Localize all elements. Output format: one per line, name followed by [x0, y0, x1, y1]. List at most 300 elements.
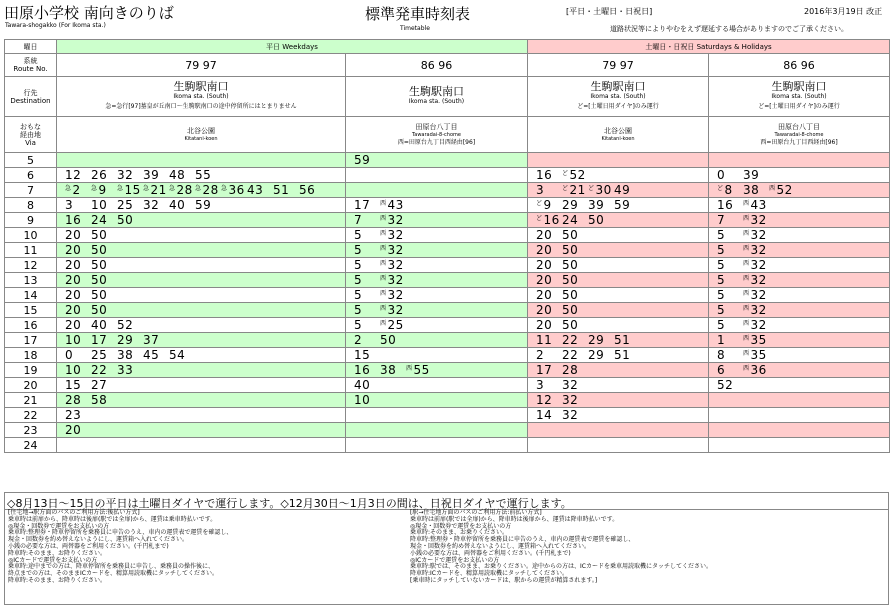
- service-mark: ど: [536, 200, 543, 207]
- fare-info-line: 小銭の必要な方は、両替器をご利用ください。(千円札まで): [8, 542, 169, 550]
- service-mark: 急: [143, 185, 150, 192]
- minute-value: 32: [387, 243, 404, 257]
- minute-value: 5: [354, 273, 363, 287]
- minute-value: 51: [614, 333, 631, 347]
- departure-cell: [57, 183, 346, 198]
- route-number: 86 96: [346, 54, 528, 77]
- minute-value: 6: [717, 363, 726, 377]
- minute-value: 20: [536, 228, 553, 242]
- departure-cell: [709, 393, 890, 408]
- via-row: [5, 117, 890, 153]
- departure-cell: [57, 213, 346, 228]
- minute-value: 29: [588, 333, 605, 347]
- departure-minute: [91, 318, 115, 332]
- route-number: 86 96: [709, 54, 890, 77]
- departure-cell: [709, 183, 890, 198]
- hour-label: 8: [5, 198, 57, 213]
- minute-value: 10: [91, 198, 108, 212]
- minute-value: 5: [717, 318, 726, 332]
- minute-value: 52: [717, 378, 734, 392]
- minute-value: 38: [380, 363, 397, 377]
- departure-minute: [354, 303, 378, 317]
- fare-info-line: 乗車時:途中までの方は、降車停留所を乗務員に申告し、乗務員の操作後に、: [8, 563, 215, 571]
- minute-value: 22: [91, 363, 108, 377]
- departure-cell: [709, 333, 890, 348]
- minute-value: 29: [117, 333, 134, 347]
- minute-value: 20: [65, 423, 82, 437]
- weekday-header: 平日 Weekdays: [57, 40, 528, 54]
- minute-value: 2: [536, 348, 545, 362]
- hour-label: 15: [5, 303, 57, 318]
- fare-info-line: 降車時:ICカードを、精算用読取機にタッチしてください。: [410, 570, 568, 578]
- departure-cell: [528, 318, 709, 333]
- departure-minute: [536, 183, 560, 197]
- fare-info-line: 降車時:整理券・降車停留所を乗務員に申告のうえ、車内の運賃表で運賃を確認し、: [410, 536, 635, 544]
- departure-cell: [528, 153, 709, 168]
- departure-minute: [717, 258, 741, 272]
- departure-minute: [562, 393, 586, 407]
- daytype-label: 曜日: [5, 40, 57, 54]
- departure-minute: [536, 393, 560, 407]
- hour-label: 5: [5, 153, 57, 168]
- service-mark: ど: [588, 185, 595, 192]
- departure-minute: [354, 243, 378, 257]
- fare-info-line: ◎ICカードで運賃をお支払いの方: [8, 556, 98, 564]
- hour-row: [5, 198, 890, 213]
- hour-row: [5, 303, 890, 318]
- fare-info-outbound: [8, 510, 438, 585]
- fare-info-line: ◎現金・回数券で運賃をお支払いの方: [8, 522, 110, 530]
- departure-cell: [57, 408, 346, 423]
- minute-value: 51: [273, 183, 290, 197]
- minute-value: 35: [750, 348, 767, 362]
- departure-minute: [588, 198, 612, 212]
- departure-cell: [57, 438, 346, 453]
- departure-minute: [91, 243, 115, 257]
- minute-value: 56: [299, 183, 316, 197]
- hour-label: 9: [5, 213, 57, 228]
- departure-cell: [528, 348, 709, 363]
- departure-minute: [117, 183, 141, 197]
- via-name-english: Tawaradai-8-chome: [412, 131, 461, 138]
- departure-minute: [354, 378, 378, 392]
- departure-minute: [143, 168, 167, 182]
- departure-cell: [346, 243, 528, 258]
- departure-cell: [57, 303, 346, 318]
- departure-minute: [743, 333, 767, 347]
- departure-minute: [536, 303, 560, 317]
- departure-minute: [380, 258, 404, 272]
- departure-minute: [91, 303, 115, 317]
- departure-minute: [614, 333, 638, 347]
- minute-value: 38: [743, 183, 760, 197]
- departure-minute: [380, 228, 404, 242]
- departure-minute: [562, 168, 586, 182]
- destination-cell: [709, 77, 890, 117]
- fare-info-line: 現金・回数券を約め替えないようにし、運賃箱へ入れてください。: [410, 542, 591, 550]
- service-mark: 西: [743, 260, 750, 267]
- minute-value: 25: [91, 348, 108, 362]
- minute-value: 20: [536, 303, 553, 317]
- departure-cell: [57, 153, 346, 168]
- minute-value: 16: [543, 213, 560, 227]
- minute-value: 52: [117, 318, 134, 332]
- departure-cell: [528, 198, 709, 213]
- minute-value: 43: [247, 183, 264, 197]
- via-name: 北谷公園: [604, 126, 632, 135]
- minute-value: 3: [65, 198, 74, 212]
- minute-value: 32: [562, 378, 579, 392]
- minute-value: 23: [65, 408, 82, 422]
- departure-minute: [354, 393, 378, 407]
- fare-info-line: 乗車時は前扉から、降車時は後扉(駅では全扉)から、運賃は乗車時払いです。: [8, 515, 217, 523]
- departure-minute: [65, 393, 89, 407]
- minute-value: 28: [176, 183, 193, 197]
- hour-label: 19: [5, 363, 57, 378]
- revision-date: 2016年3月19日 改正: [804, 7, 883, 16]
- departure-minute: [91, 333, 115, 347]
- minute-value: 5: [354, 318, 363, 332]
- departure-cell: [709, 363, 890, 378]
- minute-value: 32: [562, 408, 579, 422]
- minute-value: 21: [569, 183, 586, 197]
- departure-minute: [169, 183, 193, 197]
- fare-info-inbound: [410, 510, 840, 585]
- via-label: おもな 経由地 Via: [5, 117, 57, 153]
- service-mark: 西: [743, 350, 750, 357]
- departure-cell: [709, 243, 890, 258]
- destination-name: 生駒駅南口: [409, 84, 464, 98]
- via-name-english: Kitatani-koen: [184, 135, 218, 142]
- departure-cell: [57, 363, 346, 378]
- departure-minute: [65, 198, 89, 212]
- hour-rows: [5, 153, 890, 453]
- via-note: 西=田原台九丁目西経由[96]: [760, 138, 838, 146]
- minute-value: 5: [354, 228, 363, 242]
- minute-value: 5: [717, 243, 726, 257]
- minute-value: 14: [536, 408, 553, 422]
- minute-value: 24: [562, 213, 579, 227]
- service-mark: 西: [380, 230, 387, 237]
- fare-info-line: [駅→住宅地方面のバスのご利用方法:前払い方式]: [410, 509, 542, 516]
- hour-row: [5, 258, 890, 273]
- service-mark: ど: [562, 170, 569, 177]
- departure-minute: [65, 408, 89, 422]
- minute-value: 50: [588, 213, 605, 227]
- service-mark: 西: [743, 215, 750, 222]
- day-types-label: [平日・土曜日・日祝日]: [566, 7, 653, 16]
- minute-value: 16: [536, 168, 553, 182]
- departure-minute: [717, 243, 741, 257]
- departure-minute: [743, 318, 767, 332]
- minute-value: 2: [72, 183, 81, 197]
- destination-name: 生駒駅南口: [590, 79, 646, 93]
- departure-minute: [717, 183, 741, 197]
- departure-cell: [528, 213, 709, 228]
- departure-minute: [91, 348, 115, 362]
- departure-cell: [346, 393, 528, 408]
- departure-minute: [614, 183, 638, 197]
- departure-minute: [91, 363, 115, 377]
- hour-row: [5, 243, 890, 258]
- departure-cell: [57, 243, 346, 258]
- service-mark: 西: [380, 305, 387, 312]
- minute-value: 20: [536, 273, 553, 287]
- minute-value: 40: [169, 198, 186, 212]
- minute-value: 50: [562, 243, 579, 257]
- departure-minute: [380, 363, 404, 377]
- hour-label: 22: [5, 408, 57, 423]
- minute-value: 32: [562, 393, 579, 407]
- minute-value: 5: [354, 243, 363, 257]
- minute-value: 20: [65, 258, 82, 272]
- service-mark: 西: [380, 320, 387, 327]
- timetable-header: [0, 0, 893, 40]
- minute-value: 5: [717, 273, 726, 287]
- service-mark: ど: [717, 185, 724, 192]
- destination-cell: [346, 77, 528, 117]
- service-mark: 急: [169, 185, 176, 192]
- departure-cell: [528, 273, 709, 288]
- departure-cell: [528, 183, 709, 198]
- departure-cell: [57, 288, 346, 303]
- departure-minute: [169, 198, 193, 212]
- departure-minute: [743, 198, 767, 212]
- destination-name-english: Ikoma sta. (South): [771, 92, 827, 100]
- departure-cell: [528, 378, 709, 393]
- minute-value: 7: [354, 213, 363, 227]
- minute-value: 32: [750, 318, 767, 332]
- minute-value: 29: [588, 348, 605, 362]
- departure-minute: [169, 348, 193, 362]
- departure-minute: [743, 213, 767, 227]
- departure-minute: [195, 183, 219, 197]
- minute-value: 5: [717, 258, 726, 272]
- departure-minute: [65, 378, 89, 392]
- departure-minute: [562, 198, 586, 212]
- hour-label: 7: [5, 183, 57, 198]
- minute-value: 27: [91, 378, 108, 392]
- minute-value: 39: [743, 168, 760, 182]
- hour-row: [5, 213, 890, 228]
- hour-label: 16: [5, 318, 57, 333]
- minute-value: 5: [717, 303, 726, 317]
- departure-minute: [743, 303, 767, 317]
- departure-cell: [57, 333, 346, 348]
- hour-label: 13: [5, 273, 57, 288]
- departure-cell: [346, 363, 528, 378]
- minute-value: 20: [536, 258, 553, 272]
- service-mark: 西: [743, 245, 750, 252]
- minute-value: 22: [562, 348, 579, 362]
- departure-minute: [588, 333, 612, 347]
- minute-value: 17: [354, 198, 371, 212]
- hour-row: [5, 363, 890, 378]
- service-mark: 西: [769, 185, 776, 192]
- page-title-english: Timetable: [400, 25, 430, 32]
- departure-cell: [528, 243, 709, 258]
- departure-cell: [709, 408, 890, 423]
- minute-value: 20: [65, 288, 82, 302]
- minute-value: 20: [65, 303, 82, 317]
- service-mark: 西: [743, 230, 750, 237]
- departure-minute: [717, 378, 741, 392]
- hour-label: 6: [5, 168, 57, 183]
- hour-row: [5, 318, 890, 333]
- departure-minute: [588, 213, 612, 227]
- departure-minute: [91, 168, 115, 182]
- departure-cell: [57, 168, 346, 183]
- departure-minute: [717, 318, 741, 332]
- service-mark: ど: [562, 185, 569, 192]
- departure-minute: [380, 333, 404, 347]
- destination-name-english: Ikoma sta. (South): [590, 92, 646, 100]
- departure-cell: [57, 318, 346, 333]
- hour-row: [5, 273, 890, 288]
- departure-cell: [346, 438, 528, 453]
- minute-value: 55: [195, 168, 212, 182]
- departure-cell: [528, 423, 709, 438]
- minute-value: 36: [228, 183, 245, 197]
- departure-minute: [380, 198, 404, 212]
- minute-value: 7: [717, 213, 726, 227]
- departure-cell: [346, 423, 528, 438]
- departure-cell: [346, 213, 528, 228]
- service-mark: 西: [743, 200, 750, 207]
- departure-cell: [709, 153, 890, 168]
- departure-minute: [65, 183, 89, 197]
- departure-minute: [143, 348, 167, 362]
- departure-minute: [354, 363, 378, 377]
- departure-minute: [717, 333, 741, 347]
- departure-minute: [562, 318, 586, 332]
- departure-minute: [65, 213, 89, 227]
- departure-cell: [709, 288, 890, 303]
- hour-row: [5, 333, 890, 348]
- departure-minute: [354, 213, 378, 227]
- departure-minute: [380, 243, 404, 257]
- minute-value: 30: [595, 183, 612, 197]
- minute-value: 3: [536, 378, 545, 392]
- minute-value: 58: [91, 393, 108, 407]
- minute-value: 5: [717, 288, 726, 302]
- minute-value: 32: [750, 288, 767, 302]
- departure-minute: [536, 288, 560, 302]
- departure-cell: [57, 273, 346, 288]
- departure-minute: [273, 183, 297, 197]
- departure-minute: [614, 348, 638, 362]
- departure-minute: [380, 288, 404, 302]
- departure-minute: [143, 333, 167, 347]
- departure-minute: [195, 168, 219, 182]
- hour-row: [5, 408, 890, 423]
- minute-value: 15: [354, 348, 371, 362]
- departure-minute: [536, 378, 560, 392]
- minute-value: 5: [354, 258, 363, 272]
- minute-value: 32: [387, 273, 404, 287]
- departure-cell: [346, 318, 528, 333]
- departure-minute: [743, 168, 767, 182]
- departure-minute: [65, 243, 89, 257]
- minute-value: 59: [354, 153, 371, 167]
- minute-value: 8: [724, 183, 733, 197]
- departure-minute: [536, 258, 560, 272]
- departure-minute: [117, 363, 141, 377]
- minute-value: 5: [717, 228, 726, 242]
- departure-minute: [380, 303, 404, 317]
- minute-value: 5: [354, 288, 363, 302]
- fare-info-line: 終点までの方は、そのままICカードを、精算用読取機にタッチしてください。: [8, 570, 218, 578]
- departure-minute: [743, 258, 767, 272]
- minute-value: 32: [750, 258, 767, 272]
- departure-minute: [406, 363, 430, 377]
- minute-value: 55: [413, 363, 430, 377]
- departure-cell: [528, 438, 709, 453]
- minute-value: 45: [143, 348, 160, 362]
- minute-value: 20: [536, 243, 553, 257]
- departure-cell: [346, 303, 528, 318]
- minute-value: 22: [562, 333, 579, 347]
- minute-value: 48: [169, 168, 186, 182]
- departure-cell: [528, 393, 709, 408]
- minute-value: 17: [91, 333, 108, 347]
- departure-minute: [354, 288, 378, 302]
- minute-value: 54: [169, 348, 186, 362]
- departure-cell: [709, 378, 890, 393]
- hour-label: 14: [5, 288, 57, 303]
- departure-minute: [91, 393, 115, 407]
- minute-value: 17: [536, 363, 553, 377]
- departure-minute: [562, 288, 586, 302]
- departure-cell: [709, 318, 890, 333]
- departure-minute: [65, 168, 89, 182]
- minute-value: 35: [750, 333, 767, 347]
- departure-minute: [562, 258, 586, 272]
- fare-info-line: 乗車時:整理券・降車停留所を乗務員に申告のうえ、車内の運賃表で運賃を確認し、: [8, 529, 233, 537]
- minute-value: 50: [562, 228, 579, 242]
- via-cell: [709, 117, 890, 153]
- service-mark: 急: [117, 185, 124, 192]
- departure-cell: [346, 228, 528, 243]
- fare-info-line: 乗車時:駅では、そのまま、お乗りください。途中からの方は、ICカードを乗車用読取機にタッチしてください。: [410, 563, 712, 571]
- hour-row: [5, 168, 890, 183]
- departure-cell: [709, 348, 890, 363]
- hour-label: 10: [5, 228, 57, 243]
- departure-cell: [709, 213, 890, 228]
- departure-minute: [536, 243, 560, 257]
- departure-minute: [65, 288, 89, 302]
- minute-value: 12: [65, 168, 82, 182]
- departure-minute: [117, 333, 141, 347]
- destination-note: ど=[土曜日用ダイヤ]のみ運行: [758, 102, 840, 110]
- departure-cell: [346, 153, 528, 168]
- departure-cell: [528, 408, 709, 423]
- service-mark: 西: [743, 305, 750, 312]
- hour-row: [5, 288, 890, 303]
- via-note: 西=田原台九丁目西経由[96]: [397, 138, 476, 146]
- minute-value: 15: [65, 378, 82, 392]
- hour-row: [5, 393, 890, 408]
- minute-value: 32: [750, 228, 767, 242]
- hour-row: [5, 438, 890, 453]
- minute-value: 2: [354, 333, 363, 347]
- minute-value: 52: [776, 183, 793, 197]
- departure-minute: [143, 198, 167, 212]
- minute-value: 1: [717, 333, 726, 347]
- departure-cell: [528, 228, 709, 243]
- departure-minute: [65, 318, 89, 332]
- departure-minute: [195, 198, 219, 212]
